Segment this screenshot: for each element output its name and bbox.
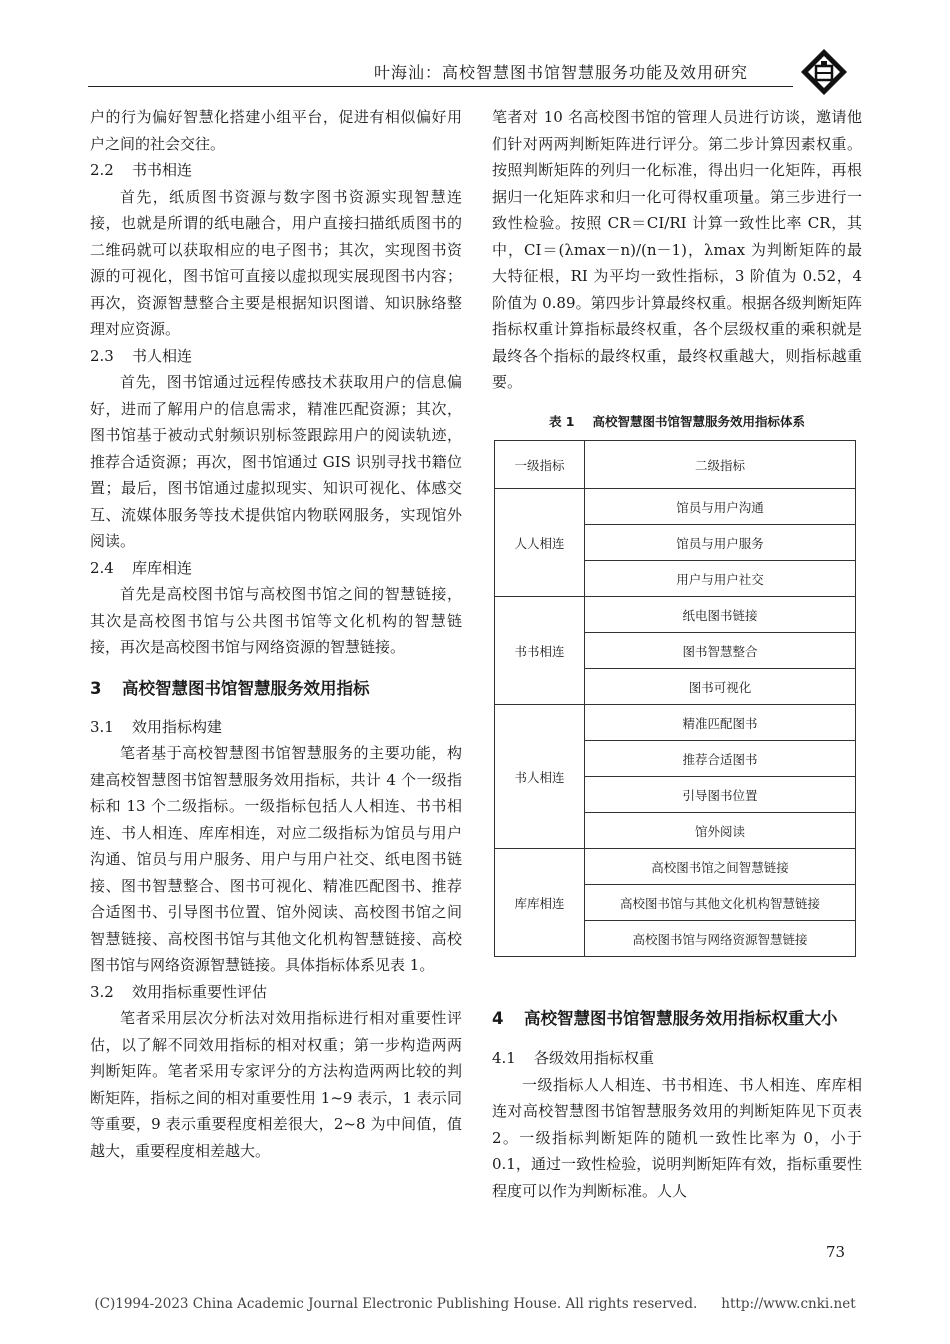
secondary-indicator: 精准匹配图书 (585, 705, 856, 741)
section-title: 书书相连 (132, 161, 193, 179)
paragraph-continued: 笔者对 10 名高校图书馆的管理人员进行访谈，邀请他们针对两两判断矩阵进行评分。第二步计算因素权重。按照判断矩阵的列归一化标准，得出归一化矩阵，再根据归一化矩阵求和归一化可得权重项量。第三步进行一致性检验。按照 CR＝CI/RI 计算一致性比率 CR，其中，CI＝(λmax－n)/(n－1)，λmax 为判断矩阵的最大特征根，RI 为平均一致性指标，3 阶值为 0.52，4 阶值为 0.89。第四步计算最终权重。根据各级判断矩阵指标权重计算指标最终权重，各个层级权重的乘积就是最终各个指标的最终权重，最终权重越大，则指标越重要。 (492, 108, 862, 391)
footer-url[interactable]: http://www.cnki.net (721, 1296, 856, 1312)
section-heading-3-1 (90, 714, 462, 741)
primary-indicator: 人人相连 (495, 489, 585, 597)
section-number: 2.3 (90, 346, 114, 365)
primary-indicator: 库库相连 (495, 849, 585, 957)
table-row (495, 705, 856, 741)
paragraph: 一级指标人人相连、书书相连、书人相连、库库相连对高校智慧图书馆智慧服务效用的判断矩阵见下页表 2。一级指标判断矩阵的随机一致性比率为 0，小于 0.1，通过一致性检验，说明判断矩阵有效，指标重要性程度可以作为判断标准。人人 (492, 1075, 862, 1200)
secondary-indicator: 图书智慧整合 (585, 633, 856, 669)
paragraph: 首先，图书馆通过远程传感技术获取用户的信息偏好，进而了解用户的信息需求，精准匹配资源；其次，图书馆基于被动式射频识别标签跟踪用户的阅读轨迹，推荐合适资源；再次，图书馆通过 GIS 识别寻找书籍位置；最后，图书馆通过虚拟现实、知识可视化、体感交互、流媒体服务等技术提供馆内物联网服务，实现馆外阅读。 (90, 373, 462, 550)
section-number: 2.4 (90, 558, 114, 577)
secondary-indicator: 用户与用户社交 (585, 561, 856, 597)
copyright-text: (C)1994-2023 China Academic Journal Electronic Publishing House. All rights reserved. (94, 1296, 698, 1312)
section-heading-3 (90, 674, 462, 704)
section-heading-2-3 (90, 343, 462, 370)
secondary-indicator: 馆外阅读 (585, 813, 856, 849)
secondary-indicator: 高校图书馆与网络资源智慧链接 (585, 921, 856, 957)
col1-header: 一级指标 (495, 441, 585, 489)
journal-logo-icon (800, 48, 848, 96)
secondary-indicator: 引导图书位置 (585, 777, 856, 813)
section-number: 3 (90, 678, 102, 698)
running-header: 叶海汕：高校智慧图书馆智慧服务功能及效用研究 (373, 63, 748, 82)
paragraph: 笔者基于高校智慧图书馆智慧服务的主要功能，构建高校智慧图书馆智慧服务效用指标，共计 4 个一级指标和 13 个二级指标。一级指标包括人人相连、书书相连、书人相连、库库相连，对应二级指标为馆员与用户沟通、馆员与用户服务、用户与用户社交、纸电图书链接、图书智慧整合、图书可视化、精准匹配图书、推荐合适图书、引导图书位置、馆外阅读、高校图书馆之间智慧链接、高校图书馆与其他文化机构智慧链接、高校图书馆与网络资源智慧链接。具体指标体系见表 1。 (90, 744, 462, 974)
secondary-indicator: 高校图书馆之间智慧链接 (585, 849, 856, 885)
table-row (495, 597, 856, 633)
section-number: 3.1 (90, 717, 114, 736)
section-title: 各级效用指标权重 (534, 1049, 655, 1067)
paragraph: 首先，纸质图书资源与数字图书资源实现智慧连接，也就是所谓的纸电融合，用户直接扫描纸质图书的二维码就可以获取相应的电子图书；其次，实现图书资源的可视化，图书馆可直接以虚拟现实展现图书内容；再次，资源智慧整合主要是根据知识图谱、知识脉络整理对应资源。 (90, 187, 462, 338)
section-number: 4.1 (492, 1049, 516, 1067)
section-heading-4 (492, 1004, 862, 1033)
paragraph: 首先是高校图书馆与高校图书馆之间的智慧链接，其次是高校图书馆与公共图书馆等文化机构的智慧链接，再次是高校图书馆与网络资源的智慧链接。 (90, 585, 462, 656)
right-column (492, 104, 862, 396)
copyright-footer (0, 1296, 950, 1312)
col2-header: 二级指标 (585, 441, 856, 489)
table-title: 高校智慧图书馆智慧服务效用指标体系 (592, 414, 806, 429)
section-heading-2-2 (90, 157, 462, 184)
page-number: 73 (826, 1243, 846, 1261)
table-label: 表 1 (548, 414, 575, 429)
section-number: 4 (492, 1009, 504, 1028)
table-row (495, 849, 856, 885)
section-number: 3.2 (90, 982, 114, 1001)
indicator-table (494, 440, 856, 957)
section-heading-2-4 (90, 555, 462, 582)
left-column (90, 104, 462, 1164)
header-rule (88, 86, 793, 87)
table-row (495, 489, 856, 525)
secondary-indicator: 图书可视化 (585, 669, 856, 705)
section-title: 高校智慧图书馆智慧服务效用指标 (122, 678, 370, 698)
section-title: 高校智慧图书馆智慧服务效用指标权重大小 (524, 1009, 838, 1028)
section-title: 效用指标构建 (132, 717, 223, 736)
secondary-indicator: 纸电图书链接 (585, 597, 856, 633)
section-title: 效用指标重要性评估 (132, 982, 268, 1001)
section-title: 库库相连 (132, 558, 193, 577)
section-4 (492, 1004, 862, 1204)
secondary-indicator: 推荐合适图书 (585, 741, 856, 777)
paragraph-continued: 户的行为偏好智慧化搭建小组平台，促进有相似偏好用户之间的社会交往。 (90, 108, 462, 153)
secondary-indicator: 高校图书馆与其他文化机构智慧链接 (585, 885, 856, 921)
paragraph: 笔者采用层次分析法对效用指标进行相对重要性评估，以了解不同效用指标的相对权重；第一步构造两两判断矩阵。笔者采用专家评分的方法构造两两比较的判断矩阵，指标之间的相对重要性用 1~9 表示，1 表示同等重要，9 表示重要程度相差很大，2~8 为中间值，值越大，重要程度相差越大。 (90, 1009, 462, 1160)
section-heading-4-1 (492, 1045, 862, 1072)
secondary-indicator: 馆员与用户服务 (585, 525, 856, 561)
primary-indicator: 书书相连 (495, 597, 585, 705)
primary-indicator: 书人相连 (495, 705, 585, 849)
table-header-row (495, 441, 856, 489)
table-caption (492, 412, 862, 430)
secondary-indicator: 馆员与用户沟通 (585, 489, 856, 525)
section-title: 书人相连 (132, 346, 193, 365)
section-number: 2.2 (90, 161, 114, 179)
section-heading-3-2 (90, 979, 462, 1006)
